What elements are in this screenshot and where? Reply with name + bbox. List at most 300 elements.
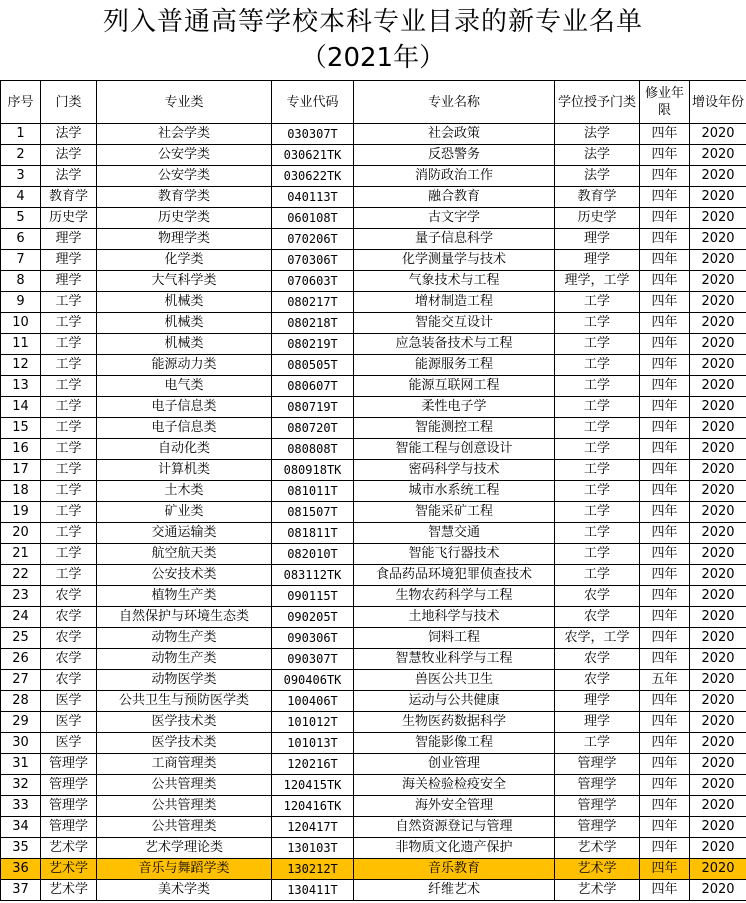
cell-year-added: 2020: [690, 712, 746, 733]
cell-major-code: 090115T: [272, 586, 354, 607]
header-major-name: 专业名称: [354, 81, 555, 124]
table-row: [1, 397, 746, 418]
cell-major-class: 历史学类: [97, 208, 272, 229]
cell-major-name: 食品药品环境犯罪侦查技术: [354, 565, 555, 586]
majors-table: [0, 80, 746, 901]
cell-major-name: 智能采矿工程: [354, 502, 555, 523]
table-row: [1, 481, 746, 502]
cell-year-added: 2020: [690, 607, 746, 628]
header-major-class: 专业类: [97, 81, 272, 124]
cell-degree-category: 管理学: [555, 817, 640, 838]
cell-year-added: 2020: [690, 670, 746, 691]
cell-category: 艺术学: [41, 859, 97, 880]
cell-major-class: 植物生产类: [97, 586, 272, 607]
cell-index: 6: [1, 229, 41, 250]
cell-major-code: 120415TK: [272, 775, 354, 796]
cell-major-class: 能源动力类: [97, 355, 272, 376]
cell-major-name: 应急装备技术与工程: [354, 334, 555, 355]
cell-duration: 四年: [640, 124, 690, 145]
cell-year-added: 2020: [690, 166, 746, 187]
cell-major-name: 气象技术与工程: [354, 271, 555, 292]
cell-major-class: 公共管理类: [97, 817, 272, 838]
header-index: 序号: [1, 81, 41, 124]
cell-major-name: 生物医药数据科学: [354, 712, 555, 733]
table-row: [1, 670, 746, 691]
cell-duration: 四年: [640, 313, 690, 334]
cell-degree-category: 法学: [555, 145, 640, 166]
cell-major-code: 083112TK: [272, 565, 354, 586]
cell-year-added: 2020: [690, 460, 746, 481]
cell-degree-category: 管理学: [555, 796, 640, 817]
header-major-code: 专业代码: [272, 81, 354, 124]
cell-duration: 四年: [640, 586, 690, 607]
cell-major-class: 艺术学理论类: [97, 838, 272, 859]
cell-category: 农学: [41, 649, 97, 670]
cell-duration: 四年: [640, 145, 690, 166]
cell-degree-category: 工学: [555, 565, 640, 586]
header-year-added: 增设年份: [690, 81, 746, 124]
cell-degree-category: 工学: [555, 733, 640, 754]
cell-degree-category: 农学: [555, 670, 640, 691]
cell-major-class: 公安学类: [97, 145, 272, 166]
cell-category: 管理学: [41, 775, 97, 796]
cell-major-name: 创业管理: [354, 754, 555, 775]
table-body: [1, 124, 746, 901]
cell-major-class: 机械类: [97, 292, 272, 313]
cell-category: 艺术学: [41, 838, 97, 859]
table-row: [1, 334, 746, 355]
cell-major-class: 动物生产类: [97, 649, 272, 670]
header-category: 门类: [41, 81, 97, 124]
cell-major-class: 机械类: [97, 313, 272, 334]
cell-index: 24: [1, 607, 41, 628]
cell-major-class: 公共管理类: [97, 796, 272, 817]
cell-category: 工学: [41, 313, 97, 334]
cell-year-added: 2020: [690, 271, 746, 292]
cell-category: 农学: [41, 586, 97, 607]
cell-degree-category: 理学: [555, 229, 640, 250]
cell-major-class: 矿业类: [97, 502, 272, 523]
cell-degree-category: 管理学: [555, 754, 640, 775]
cell-major-class: 公共管理类: [97, 775, 272, 796]
cell-major-class: 教育学类: [97, 187, 272, 208]
cell-degree-category: 工学: [555, 523, 640, 544]
cell-major-class: 电气类: [97, 376, 272, 397]
cell-major-code: 030307T: [272, 124, 354, 145]
cell-degree-category: 工学: [555, 481, 640, 502]
cell-major-name: 纤维艺术: [354, 880, 555, 901]
cell-year-added: 2020: [690, 481, 746, 502]
cell-major-code: 081507T: [272, 502, 354, 523]
cell-major-code: 060108T: [272, 208, 354, 229]
cell-major-class: 大气科学类: [97, 271, 272, 292]
cell-major-code: 082010T: [272, 544, 354, 565]
cell-year-added: 2020: [690, 208, 746, 229]
cell-index: 19: [1, 502, 41, 523]
cell-major-name: 古文字学: [354, 208, 555, 229]
table-row: [1, 859, 746, 880]
cell-year-added: 2020: [690, 187, 746, 208]
table-row: [1, 880, 746, 901]
cell-index: 32: [1, 775, 41, 796]
cell-major-name: 社会政策: [354, 124, 555, 145]
cell-major-code: 070603T: [272, 271, 354, 292]
table-row: [1, 796, 746, 817]
cell-index: 1: [1, 124, 41, 145]
cell-degree-category: 农学，工学: [555, 628, 640, 649]
cell-major-code: 080219T: [272, 334, 354, 355]
page-title: 列入普通高等学校本科专业目录的新专业名单: [102, 7, 643, 37]
cell-major-name: 智能工程与创意设计: [354, 439, 555, 460]
cell-duration: 四年: [640, 649, 690, 670]
cell-category: 法学: [41, 124, 97, 145]
cell-year-added: 2020: [690, 880, 746, 901]
table-row: [1, 166, 746, 187]
cell-year-added: 2020: [690, 334, 746, 355]
cell-category: 工学: [41, 355, 97, 376]
cell-degree-category: 法学: [555, 124, 640, 145]
cell-major-name: 融合教育: [354, 187, 555, 208]
cell-category: 医学: [41, 733, 97, 754]
cell-degree-category: 法学: [555, 166, 640, 187]
cell-category: 工学: [41, 523, 97, 544]
cell-year-added: 2020: [690, 565, 746, 586]
cell-year-added: 2020: [690, 397, 746, 418]
cell-major-code: 120416TK: [272, 796, 354, 817]
cell-degree-category: 工学: [555, 292, 640, 313]
cell-index: 34: [1, 817, 41, 838]
cell-index: 17: [1, 460, 41, 481]
table-row: [1, 565, 746, 586]
cell-year-added: 2020: [690, 796, 746, 817]
cell-duration: 四年: [640, 838, 690, 859]
cell-index: 14: [1, 397, 41, 418]
cell-major-code: 130212T: [272, 859, 354, 880]
table-row: [1, 586, 746, 607]
cell-duration: 四年: [640, 712, 690, 733]
cell-year-added: 2020: [690, 250, 746, 271]
cell-index: 35: [1, 838, 41, 859]
cell-index: 4: [1, 187, 41, 208]
cell-major-code: 130103T: [272, 838, 354, 859]
cell-major-code: 080808T: [272, 439, 354, 460]
cell-major-class: 公共卫生与预防医学类: [97, 691, 272, 712]
table-row: [1, 376, 746, 397]
cell-index: 13: [1, 376, 41, 397]
cell-major-name: 智能交互设计: [354, 313, 555, 334]
cell-major-name: 消防政治工作: [354, 166, 555, 187]
table-row: [1, 712, 746, 733]
cell-degree-category: 工学: [555, 460, 640, 481]
cell-year-added: 2020: [690, 124, 746, 145]
table-row: [1, 439, 746, 460]
cell-year-added: 2020: [690, 733, 746, 754]
cell-major-name: 智能测控工程: [354, 418, 555, 439]
cell-major-class: 动物生产类: [97, 628, 272, 649]
cell-major-class: 交通运输类: [97, 523, 272, 544]
cell-category: 工学: [41, 439, 97, 460]
cell-degree-category: 工学: [555, 418, 640, 439]
cell-major-class: 自动化类: [97, 439, 272, 460]
cell-index: 18: [1, 481, 41, 502]
cell-year-added: 2020: [690, 292, 746, 313]
table-row: [1, 271, 746, 292]
cell-duration: 四年: [640, 439, 690, 460]
cell-degree-category: 艺术学: [555, 859, 640, 880]
cell-category: 历史学: [41, 208, 97, 229]
cell-year-added: 2020: [690, 313, 746, 334]
cell-duration: 四年: [640, 523, 690, 544]
cell-major-name: 运动与公共健康: [354, 691, 555, 712]
cell-major-code: 080218T: [272, 313, 354, 334]
cell-degree-category: 农学: [555, 607, 640, 628]
cell-major-class: 土木类: [97, 481, 272, 502]
cell-category: 理学: [41, 271, 97, 292]
cell-major-code: 070306T: [272, 250, 354, 271]
cell-category: 工学: [41, 334, 97, 355]
cell-degree-category: 艺术学: [555, 880, 640, 901]
cell-duration: 四年: [640, 208, 690, 229]
cell-major-name: 量子信息科学: [354, 229, 555, 250]
cell-duration: 四年: [640, 544, 690, 565]
table-row: [1, 544, 746, 565]
cell-category: 工学: [41, 418, 97, 439]
header-degree-category: 学位授予门类: [555, 81, 640, 124]
cell-category: 工学: [41, 460, 97, 481]
cell-category: 工学: [41, 292, 97, 313]
cell-index: 8: [1, 271, 41, 292]
cell-degree-category: 工学: [555, 397, 640, 418]
cell-duration: 四年: [640, 292, 690, 313]
cell-major-name: 智能影像工程: [354, 733, 555, 754]
cell-duration: 四年: [640, 250, 690, 271]
cell-year-added: 2020: [690, 586, 746, 607]
cell-major-class: 化学类: [97, 250, 272, 271]
cell-major-class: 公安技术类: [97, 565, 272, 586]
table-row: [1, 250, 746, 271]
cell-major-name: 增材制造工程: [354, 292, 555, 313]
header-duration: 修业年限: [640, 81, 690, 124]
cell-index: 11: [1, 334, 41, 355]
cell-major-name: 智慧交通: [354, 523, 555, 544]
cell-major-name: 能源服务工程: [354, 355, 555, 376]
cell-index: 16: [1, 439, 41, 460]
cell-major-code: 080217T: [272, 292, 354, 313]
cell-degree-category: 工学: [555, 355, 640, 376]
cell-duration: 四年: [640, 334, 690, 355]
cell-duration: 四年: [640, 628, 690, 649]
table-row: [1, 628, 746, 649]
table-row: [1, 607, 746, 628]
cell-category: 法学: [41, 166, 97, 187]
cell-major-code: 100406T: [272, 691, 354, 712]
cell-major-name: 智慧牧业科学与工程: [354, 649, 555, 670]
cell-major-class: 医学技术类: [97, 712, 272, 733]
cell-major-code: 130411T: [272, 880, 354, 901]
cell-degree-category: 理学: [555, 250, 640, 271]
cell-category: 工学: [41, 565, 97, 586]
table-row: [1, 691, 746, 712]
cell-year-added: 2020: [690, 145, 746, 166]
cell-major-name: 生物农药科学与工程: [354, 586, 555, 607]
cell-major-code: 090406TK: [272, 670, 354, 691]
cell-degree-category: 农学: [555, 586, 640, 607]
table-row: [1, 649, 746, 670]
cell-duration: 四年: [640, 418, 690, 439]
cell-index: 25: [1, 628, 41, 649]
cell-major-name: 密码科学与技术: [354, 460, 555, 481]
cell-degree-category: 工学: [555, 334, 640, 355]
cell-major-code: 080918TK: [272, 460, 354, 481]
cell-category: 医学: [41, 691, 97, 712]
cell-category: 医学: [41, 712, 97, 733]
cell-year-added: 2020: [690, 439, 746, 460]
cell-major-class: 物理学类: [97, 229, 272, 250]
table-header-row: [1, 81, 746, 124]
table-row: [1, 355, 746, 376]
table-row: [1, 313, 746, 334]
cell-year-added: 2020: [690, 859, 746, 880]
cell-major-code: 101013T: [272, 733, 354, 754]
cell-category: 工学: [41, 544, 97, 565]
cell-index: 29: [1, 712, 41, 733]
cell-index: 31: [1, 754, 41, 775]
cell-major-name: 非物质文化遗产保护: [354, 838, 555, 859]
table-row: [1, 418, 746, 439]
cell-major-name: 海外安全管理: [354, 796, 555, 817]
cell-major-name: 土地科学与技术: [354, 607, 555, 628]
cell-index: 15: [1, 418, 41, 439]
cell-category: 理学: [41, 229, 97, 250]
cell-duration: 四年: [640, 565, 690, 586]
cell-degree-category: 农学: [555, 649, 640, 670]
cell-major-code: 080720T: [272, 418, 354, 439]
cell-duration: 四年: [640, 775, 690, 796]
cell-major-code: 120216T: [272, 754, 354, 775]
cell-major-class: 公安学类: [97, 166, 272, 187]
cell-duration: 四年: [640, 754, 690, 775]
cell-degree-category: 工学: [555, 502, 640, 523]
cell-major-class: 机械类: [97, 334, 272, 355]
cell-major-class: 社会学类: [97, 124, 272, 145]
cell-category: 管理学: [41, 796, 97, 817]
table-row: [1, 124, 746, 145]
cell-year-added: 2020: [690, 355, 746, 376]
cell-category: 工学: [41, 397, 97, 418]
cell-category: 农学: [41, 628, 97, 649]
cell-degree-category: 工学: [555, 376, 640, 397]
cell-index: 21: [1, 544, 41, 565]
cell-duration: 四年: [640, 187, 690, 208]
cell-major-code: 040113T: [272, 187, 354, 208]
cell-major-class: 航空航天类: [97, 544, 272, 565]
cell-duration: 四年: [640, 859, 690, 880]
cell-index: 27: [1, 670, 41, 691]
cell-major-class: 动物医学类: [97, 670, 272, 691]
cell-degree-category: 教育学: [555, 187, 640, 208]
cell-major-name: 音乐教育: [354, 859, 555, 880]
cell-index: 5: [1, 208, 41, 229]
cell-degree-category: 理学: [555, 691, 640, 712]
cell-duration: 四年: [640, 733, 690, 754]
cell-duration: 四年: [640, 355, 690, 376]
cell-degree-category: 工学: [555, 544, 640, 565]
cell-duration: 四年: [640, 607, 690, 628]
cell-major-name: 兽医公共卫生: [354, 670, 555, 691]
cell-category: 管理学: [41, 754, 97, 775]
cell-duration: 四年: [640, 481, 690, 502]
cell-degree-category: 历史学: [555, 208, 640, 229]
cell-major-code: 070206T: [272, 229, 354, 250]
cell-category: 工学: [41, 502, 97, 523]
cell-major-class: 电子信息类: [97, 418, 272, 439]
cell-year-added: 2020: [690, 544, 746, 565]
cell-index: 3: [1, 166, 41, 187]
table-row: [1, 523, 746, 544]
cell-duration: 四年: [640, 166, 690, 187]
cell-major-name: 柔性电子学: [354, 397, 555, 418]
cell-category: 教育学: [41, 187, 97, 208]
cell-year-added: 2020: [690, 628, 746, 649]
cell-duration: 四年: [640, 880, 690, 901]
cell-major-class: 医学技术类: [97, 733, 272, 754]
cell-index: 26: [1, 649, 41, 670]
cell-index: 9: [1, 292, 41, 313]
cell-degree-category: 管理学: [555, 775, 640, 796]
table-row: [1, 775, 746, 796]
cell-major-code: 080505T: [272, 355, 354, 376]
cell-index: 12: [1, 355, 41, 376]
cell-major-name: 自然资源登记与管理: [354, 817, 555, 838]
cell-duration: 五年: [640, 670, 690, 691]
page-subtitle-year: （2021年）: [300, 43, 446, 73]
cell-index: 10: [1, 313, 41, 334]
cell-year-added: 2020: [690, 649, 746, 670]
cell-year-added: 2020: [690, 502, 746, 523]
cell-year-added: 2020: [690, 754, 746, 775]
cell-duration: 四年: [640, 229, 690, 250]
cell-degree-category: 工学: [555, 313, 640, 334]
cell-major-class: 音乐与舞蹈学类: [97, 859, 272, 880]
cell-year-added: 2020: [690, 418, 746, 439]
cell-duration: 四年: [640, 502, 690, 523]
cell-major-code: 081011T: [272, 481, 354, 502]
cell-major-code: 080719T: [272, 397, 354, 418]
cell-year-added: 2020: [690, 376, 746, 397]
cell-major-class: 自然保护与环境生态类: [97, 607, 272, 628]
table-row: [1, 838, 746, 859]
table-row: [1, 229, 746, 250]
table-row: [1, 460, 746, 481]
cell-major-class: 工商管理类: [97, 754, 272, 775]
cell-major-code: 101012T: [272, 712, 354, 733]
cell-category: 艺术学: [41, 880, 97, 901]
cell-category: 农学: [41, 670, 97, 691]
table-row: [1, 817, 746, 838]
cell-duration: 四年: [640, 691, 690, 712]
cell-category: 农学: [41, 607, 97, 628]
cell-degree-category: 理学: [555, 712, 640, 733]
cell-duration: 四年: [640, 460, 690, 481]
table-row: [1, 208, 746, 229]
cell-year-added: 2020: [690, 775, 746, 796]
cell-index: 2: [1, 145, 41, 166]
cell-major-code: 081811T: [272, 523, 354, 544]
cell-year-added: 2020: [690, 229, 746, 250]
cell-index: 30: [1, 733, 41, 754]
cell-duration: 四年: [640, 271, 690, 292]
cell-index: 20: [1, 523, 41, 544]
